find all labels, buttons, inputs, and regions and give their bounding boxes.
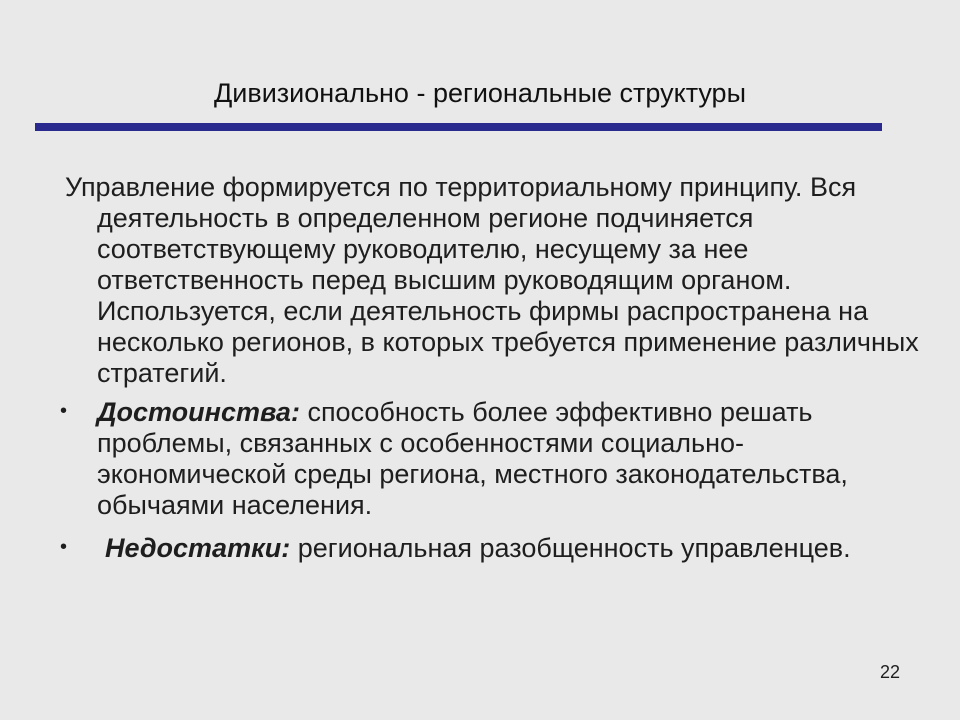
page-number: 22 <box>879 662 901 682</box>
disadvantages-term: Недостатки: <box>105 533 291 563</box>
slide-body <box>60 172 925 564</box>
disadvantages-text: региональная разобщенность управленцев. <box>290 533 851 563</box>
title-underline-rule <box>35 123 882 131</box>
bullet-icon: • <box>60 400 68 422</box>
bullet-icon: • <box>60 536 68 558</box>
slide-title: Дивизионально - региональные структуры <box>214 78 746 108</box>
advantages-text: способность более эффективно решать проблемы, связанных с особенностями социально-экономической среды региона, местного законодательства, обычаями населения. <box>97 397 848 520</box>
intro-paragraph: Управление формируется по территориальному принципу. Вся деятельность в определенном регионе подчиняется соответствующему руководителю, несущему за нее ответственность перед высшим руководящим органом. Используется, если деятельность фирмы распространена на несколько регионов, в которых требуется применение различных стратегий. <box>65 172 919 388</box>
bullet-disadvantages <box>60 533 925 564</box>
advantages-term: Достоинства: <box>97 397 300 427</box>
bullet-advantages <box>60 397 925 521</box>
